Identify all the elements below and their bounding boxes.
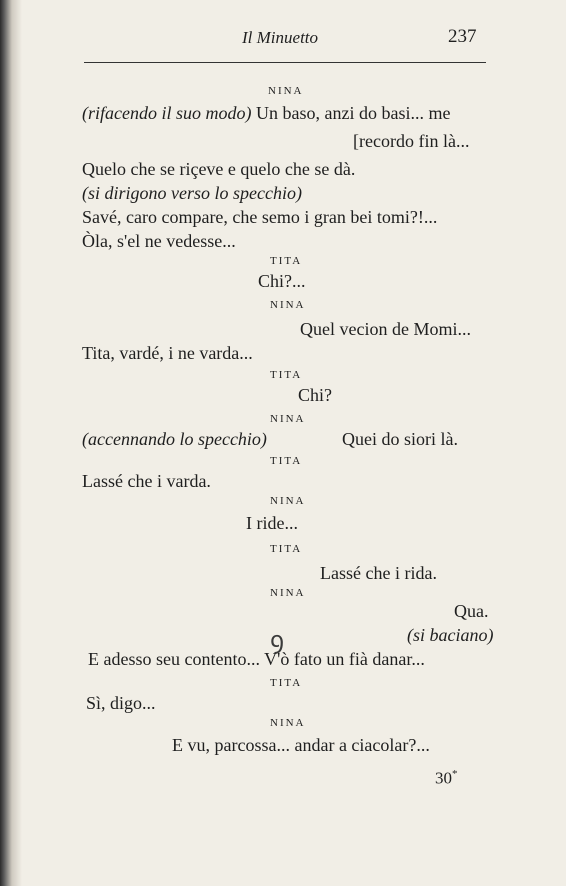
stage-direction: (si baciano)	[407, 625, 494, 645]
verse-line: Sì, digo...	[86, 693, 156, 713]
verse-line: Chi?	[298, 385, 332, 405]
signature-mark: 30*	[435, 768, 458, 788]
stage-direction: (accennando lo specchio)	[82, 429, 267, 449]
speaker-label: NINA	[270, 717, 306, 729]
verse-line-continuation: [recordo fin là...	[353, 131, 470, 151]
verse-line: Òla, s'el ne vedesse...	[82, 231, 236, 251]
speaker-label: NINA	[270, 495, 306, 507]
speaker-label: NINA	[270, 299, 306, 311]
verse-line: Savé, caro compare, che semo i gran bei tomi?!...	[82, 207, 438, 227]
speaker-label: TITA	[270, 255, 303, 267]
verse-line	[82, 102, 450, 124]
speaker-label: NINA	[270, 587, 306, 599]
verse-line: Lassé che i varda.	[82, 471, 211, 491]
verse-line: Lassé che i rida.	[320, 563, 437, 583]
stage-direction: (rifacendo il suo modo)	[82, 103, 252, 123]
running-title: Il Minuetto	[242, 28, 319, 47]
stage-direction: (si dirigono verso lo specchio)	[82, 183, 302, 203]
verse-text: Un baso, anzi do basi... me	[251, 103, 451, 123]
verse-line: Qua.	[454, 601, 489, 621]
verse-line: Quei do siori là.	[342, 429, 458, 449]
speaker-label: NINA	[270, 413, 306, 425]
book-spine-shadow	[0, 0, 22, 886]
speaker-label: NINA	[268, 85, 304, 97]
speaker-label: TITA	[270, 543, 303, 555]
verse-line: Chi?...	[258, 271, 306, 291]
speaker-label: TITA	[270, 677, 303, 689]
verse-line: E adesso seu contento... V'ò fato un fià danar...	[88, 649, 425, 669]
speaker-label: TITA	[270, 369, 303, 381]
verse-line: Tita, vardé, i ne varda...	[82, 343, 253, 363]
header-rule	[84, 62, 486, 63]
verse-line: I ride...	[246, 513, 298, 533]
verse-line: Quelo che se riçeve e quelo che se dà.	[82, 159, 356, 179]
page-number: 237	[448, 26, 477, 47]
ink-mark: ꝯ	[270, 626, 285, 654]
verse-line: E vu, parcossa... andar a ciacolar?...	[172, 735, 430, 755]
verse-line: Quel vecion de Momi...	[300, 319, 471, 339]
speaker-label: TITA	[270, 455, 303, 467]
